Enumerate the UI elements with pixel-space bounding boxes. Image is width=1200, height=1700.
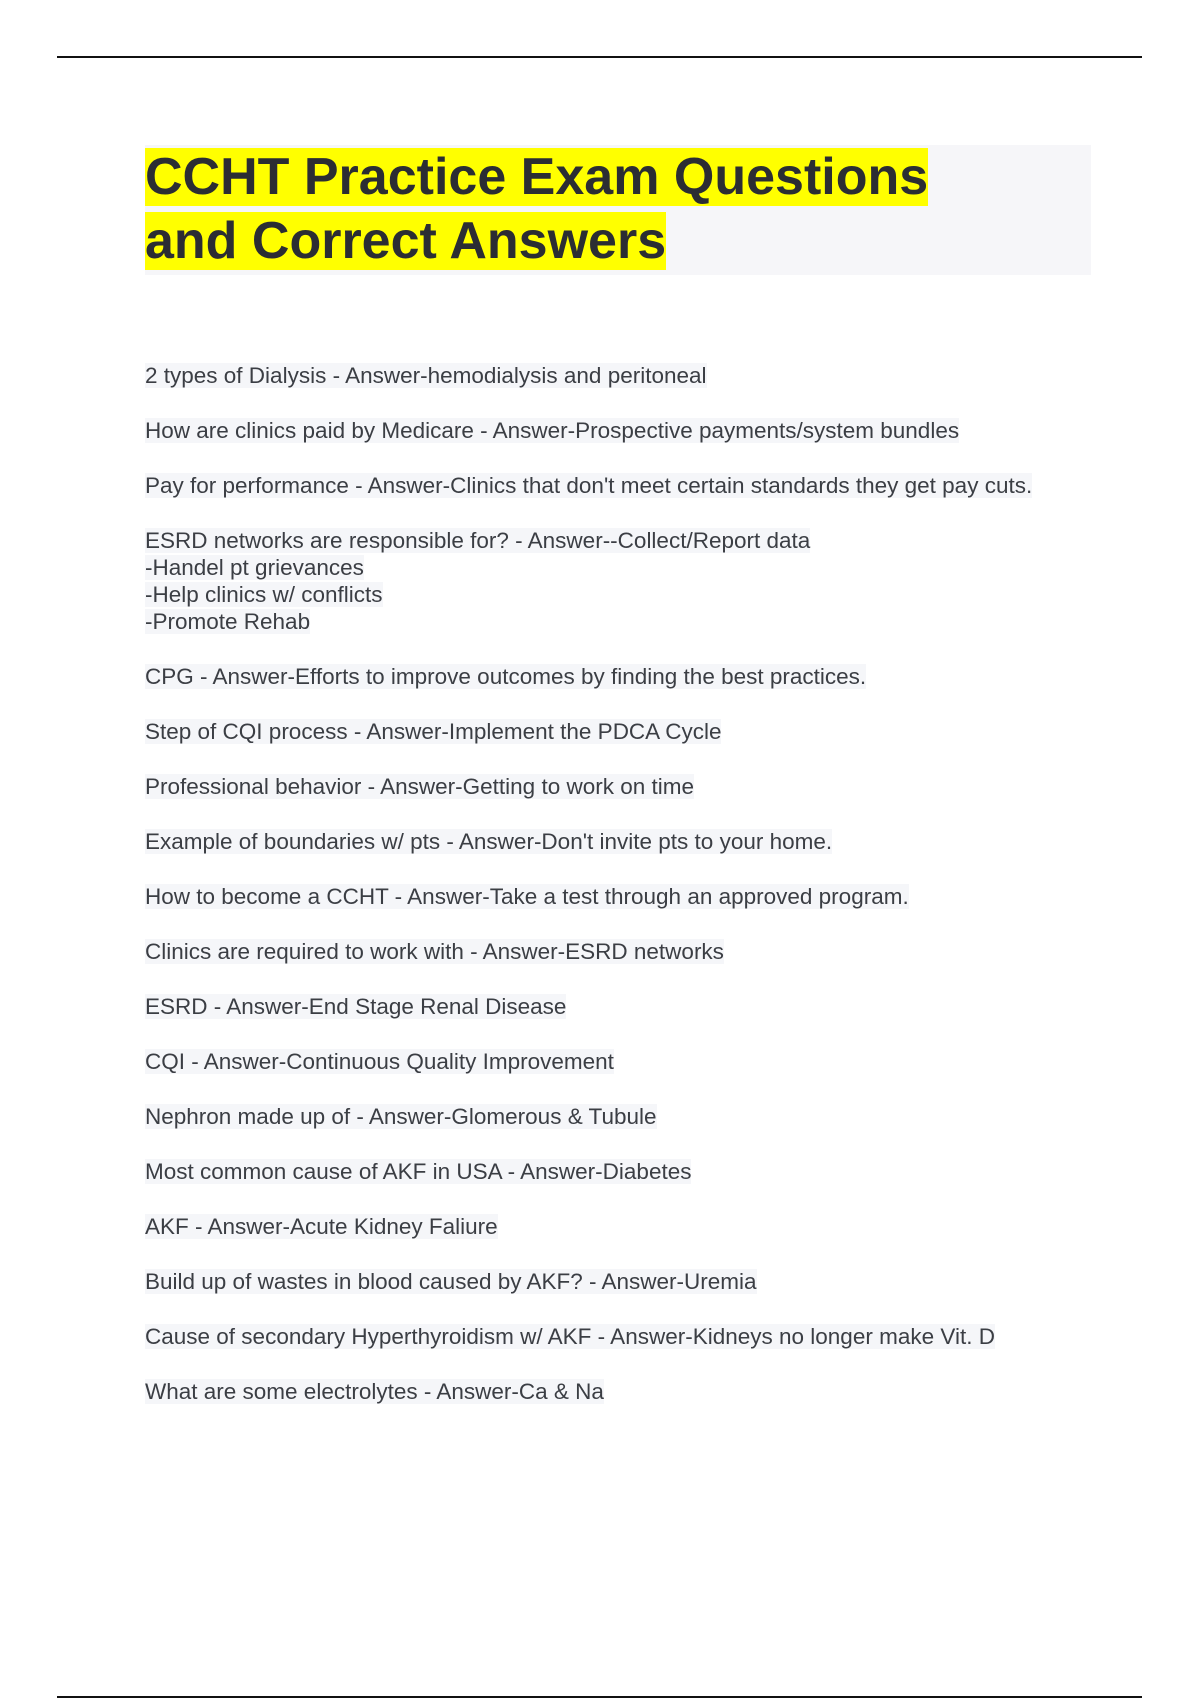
qa-text: Clinics are required to work with - Answer-ESRD networks	[145, 939, 724, 964]
qa-text: Most common cause of AKF in USA - Answer-Diabetes	[145, 1159, 692, 1184]
qa-text: CQI - Answer-Continuous Quality Improvement	[145, 1049, 614, 1074]
qa-text: Nephron made up of - Answer-Glomerous & Tubule	[145, 1104, 657, 1129]
qa-item	[145, 1158, 1085, 1185]
qa-text: Example of boundaries w/ pts - Answer-Don't invite pts to your home.	[145, 829, 833, 854]
qa-sub-text: -Promote Rehab	[145, 609, 311, 634]
qa-line	[145, 527, 1085, 554]
qa-item	[145, 993, 1085, 1020]
qa-text: What are some electrolytes - Answer-Ca & Na	[145, 1379, 604, 1404]
qa-item	[145, 1048, 1085, 1075]
title-line-1: CCHT Practice Exam Questions	[145, 148, 929, 206]
qa-item	[145, 1103, 1085, 1130]
page-title	[145, 145, 1091, 273]
qa-item	[145, 883, 1085, 910]
bottom-rule	[57, 1696, 1142, 1698]
qa-item	[145, 417, 1085, 444]
qa-text: Build up of wastes in blood caused by AKF? - Answer-Uremia	[145, 1269, 757, 1294]
qa-item	[145, 828, 1085, 855]
qa-text: CPG - Answer-Efforts to improve outcomes by finding the best practices.	[145, 664, 867, 689]
qa-sub-line	[145, 554, 1085, 581]
qa-item	[145, 527, 1085, 635]
qa-text: Cause of secondary Hyperthyroidism w/ AKF - Answer-Kidneys no longer make Vit. D	[145, 1324, 995, 1349]
qa-item	[145, 472, 1085, 499]
qa-text: 2 types of Dialysis - Answer-hemodialysis and peritoneal	[145, 363, 707, 388]
qa-text: ESRD networks are responsible for? - Answer--Collect/Report data	[145, 528, 811, 553]
qa-item	[145, 1213, 1085, 1240]
qa-text: AKF - Answer-Acute Kidney Faliure	[145, 1214, 498, 1239]
qa-list	[145, 362, 1085, 1433]
qa-text: ESRD - Answer-End Stage Renal Disease	[145, 994, 567, 1019]
top-rule	[57, 56, 1142, 58]
qa-item	[145, 718, 1085, 745]
qa-item	[145, 773, 1085, 800]
title-block	[145, 145, 1091, 275]
qa-item	[145, 1323, 1085, 1350]
qa-item	[145, 362, 1085, 389]
qa-text: Pay for performance - Answer-Clinics that don't meet certain standards they get pay cuts.	[145, 473, 1033, 498]
qa-sub-line	[145, 581, 1085, 608]
qa-text: Step of CQI process - Answer-Implement the PDCA Cycle	[145, 719, 722, 744]
qa-text: How to become a CCHT - Answer-Take a test through an approved program.	[145, 884, 909, 909]
qa-text: How are clinics paid by Medicare - Answer-Prospective payments/system bundles	[145, 418, 960, 443]
title-line-2: and Correct Answers	[145, 212, 667, 270]
qa-item	[145, 663, 1085, 690]
qa-item	[145, 1268, 1085, 1295]
qa-sub-text: -Handel pt grievances	[145, 555, 364, 580]
qa-item	[145, 938, 1085, 965]
qa-sub-text: -Help clinics w/ conflicts	[145, 582, 383, 607]
qa-text: Professional behavior - Answer-Getting to work on time	[145, 774, 694, 799]
qa-sub-line	[145, 608, 1085, 635]
qa-item	[145, 1378, 1085, 1405]
